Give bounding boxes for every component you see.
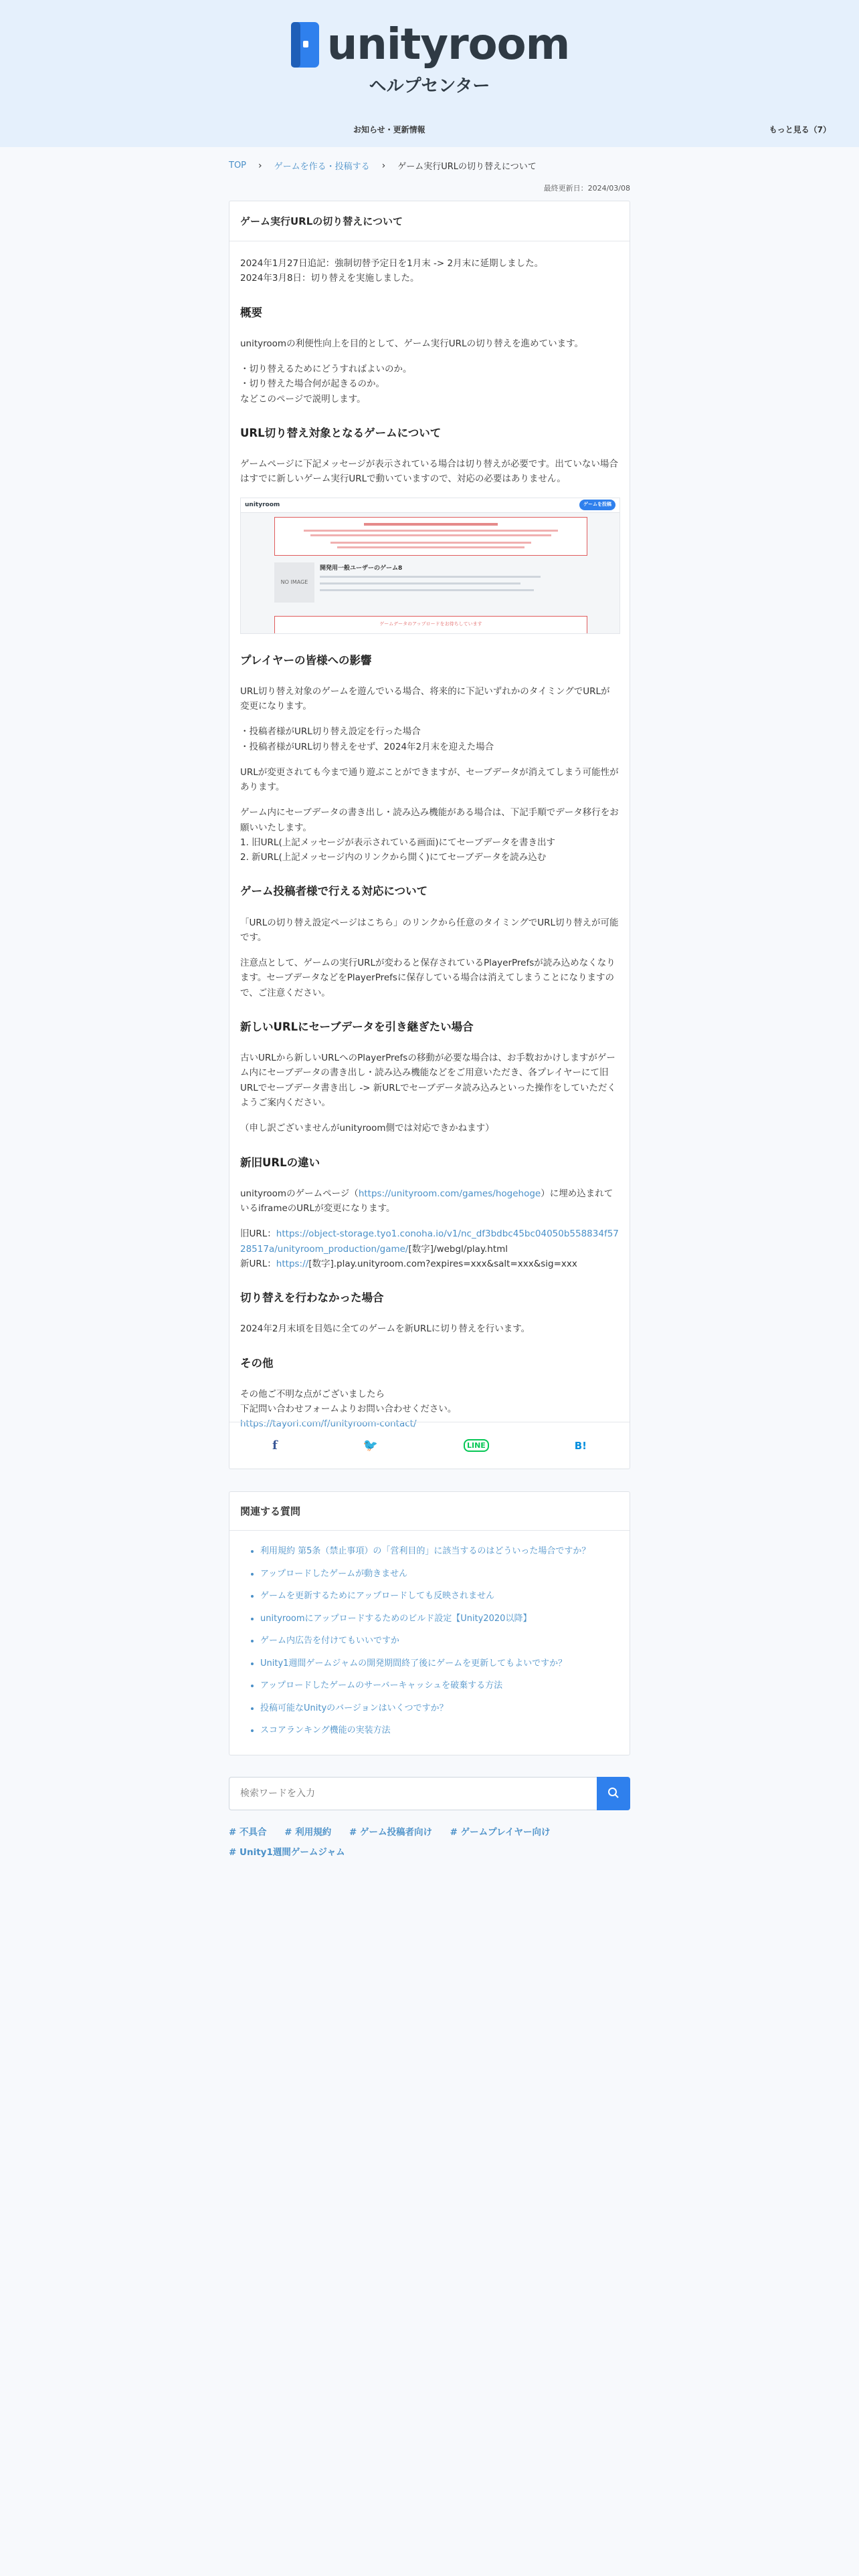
- paragraph: ゲームページに下記メッセージが表示されている場合は切り替えが必要です。出ていない場合はすでに新しいゲーム実行URLで動いていますので、対応の必要はありません。: [240, 459, 618, 485]
- text-line: 2. 新URL(上記メッセージ内のリンクから開く)にてセーブデータを読み込む: [240, 852, 547, 863]
- hatena-share-icon[interactable]: B!: [574, 1439, 587, 1452]
- shot-footer-message: ゲームデータのアップロードをお待ちしています: [274, 616, 587, 634]
- new-url-link[interactable]: https://: [276, 1258, 309, 1269]
- paragraph: [240, 362, 619, 407]
- section-heading: URL切り替え対象となるゲームについて: [240, 426, 442, 439]
- breadcrumb-category[interactable]: ゲームを作る・投稿する: [274, 162, 370, 172]
- tag-link[interactable]: # ゲーム投稿者向け: [349, 1827, 432, 1838]
- new-url-label: 新URL：: [240, 1258, 276, 1269]
- old-url-rest: [数字]/webgl/play.html: [408, 1243, 508, 1255]
- related-questions: [229, 1491, 630, 1755]
- logo-text: unityroom: [326, 20, 570, 70]
- game-page-link[interactable]: https://unityroom.com/games/hogehoge: [358, 1188, 541, 1199]
- facebook-share-icon[interactable]: f: [272, 1438, 278, 1453]
- related-list: [229, 1531, 630, 1742]
- search-icon: [607, 1787, 619, 1799]
- related-title: 関連する質問: [229, 1492, 630, 1531]
- text-line: ・切り替えるためにどうすればよいのか。: [240, 364, 412, 375]
- new-url-rest: [数字].play.unityroom.com?expires=xxx&salt=xxx&sig=xxx: [308, 1258, 577, 1269]
- search-input[interactable]: [229, 1777, 597, 1810]
- related-item[interactable]: • ゲーム内広告を付けてもいいですか: [260, 1630, 619, 1652]
- shot-warning-box: [274, 517, 587, 556]
- related-item[interactable]: • アップロードしたゲームが動きません: [260, 1563, 619, 1586]
- related-item[interactable]: • 投稿可能なUnityのバージョンはいくつですか？: [260, 1697, 619, 1720]
- text-line: その他ご不明な点がございましたら: [240, 1388, 385, 1400]
- text-span: ）に埋め込まれているiframeのURLが変更になります。: [240, 1188, 613, 1214]
- paragraph: 「URLの切り替え設定ページはこちら」のリンクから任意のタイミングでURL切り替えが可能です。: [240, 917, 619, 943]
- nav-more-link[interactable]: もっと見る（7）: [769, 125, 831, 134]
- related-item[interactable]: • unityroomにアップロードするためのビルド設定【Unity2020以降】: [260, 1608, 619, 1630]
- text-line: ・投稿者様がURL切り替えをせず、2024年2月末を迎えた場合: [240, 741, 494, 752]
- paragraph: [240, 1186, 619, 1216]
- paragraph: 古いURLから新しいURLへのPlayerPrefsの移動が必要な場合は、お手数おかけしますがゲーム内にセーブデータの書き出し・読み込み機能などをご用意いただき、各プレイヤーにて旧URLでセーブデータ書き出し -> 新URLでセーブデータ読み込みといった操作をしていただくようご案内ください。: [240, 1053, 616, 1108]
- nav-news-link[interactable]: お知らせ・更新情報: [353, 125, 425, 134]
- paragraph: unityroomの利便性向上を目的として、ゲーム実行URLの切り替えを進めています。: [240, 338, 584, 349]
- text-line: などこのページで説明します。: [240, 393, 366, 405]
- breadcrumb: [229, 159, 537, 172]
- tag-link[interactable]: # Unity1週間ゲームジャム: [229, 1847, 345, 1858]
- related-item[interactable]: • スコアランキング機能の実装方法: [260, 1719, 619, 1742]
- paragraph: （申し訳ございませんがunityroom側では対応できかねます）: [240, 1123, 494, 1134]
- text-line: 1. 旧URL(上記メッセージが表示されている画面)にてセーブデータを書き出す: [240, 837, 555, 848]
- help-center-title: ヘルプセンター: [369, 76, 490, 96]
- article-card: [229, 201, 630, 1469]
- tag-list: [229, 1822, 630, 1862]
- paragraph: 注意点として、ゲームの実行URLが変わると保存されているPlayerPrefsが読み込めなくなります。セーブデータなどをPlayerPrefsに保存している場合は消えてしまうことになりますので、ご注意ください。: [240, 958, 615, 998]
- breadcrumb-current: ゲーム実行URLの切り替えについて: [397, 162, 537, 172]
- contact-form-link[interactable]: https://tayori.com/f/unityroom-contact/: [240, 1418, 417, 1430]
- shot-no-image: NO IMAGE: [274, 562, 314, 603]
- chevron-right-icon: ›: [258, 160, 262, 171]
- article-body: [229, 241, 630, 1432]
- tag-link[interactable]: # 利用規約: [284, 1827, 332, 1838]
- section-heading: 新旧URLの違い: [240, 1156, 320, 1169]
- text-line: 下記問い合わせフォームよりお問い合わせください。: [240, 1404, 457, 1415]
- paragraph: URL切り替え対象のゲームを遊んでいる場合、将来的に下記いずれかのタイミングでURLが変更になります。: [240, 685, 610, 712]
- paragraph: [240, 1226, 619, 1271]
- shot-post-button: ゲームを投稿: [579, 500, 615, 510]
- paragraph: 2024年2月末頃を目処に全てのゲームを新URLに切り替えを行います。: [240, 1323, 531, 1335]
- section-heading: ゲーム投稿者様で行える対応について: [240, 885, 428, 898]
- related-item[interactable]: • アップロードしたゲームのサーバーキャッシュを破棄する方法: [260, 1675, 619, 1697]
- related-item[interactable]: • ゲームを更新するためにアップロードしても反映されません: [260, 1585, 619, 1608]
- shot-logo: unityroom: [245, 501, 280, 508]
- twitter-share-icon[interactable]: 🐦: [363, 1438, 379, 1453]
- section-heading: プレイヤーの皆様への影響: [240, 653, 372, 667]
- intro-line: 2024年1月27日追記：強制切替予定日を1月末 -> 2月末に延期しました。: [240, 258, 544, 269]
- paragraph: URLが変更されても今まで通り遊ぶことができますが、セーブデータが消えてしまう可能性があります。: [240, 766, 619, 793]
- intro: [240, 256, 619, 286]
- related-item[interactable]: • Unity1週間ゲームジャムの開発期間終了後にゲームを更新してもよいですか？: [260, 1652, 619, 1675]
- search-bar: [229, 1777, 630, 1810]
- site-logo[interactable]: [0, 20, 859, 70]
- old-url-label: 旧URL：: [240, 1228, 276, 1240]
- section-heading: 概要: [240, 306, 262, 319]
- text-line: ・切り替えた場合何が起きるのか。: [240, 379, 385, 390]
- section-heading: 新しいURLにセーブデータを引き継ぎたい場合: [240, 1020, 474, 1033]
- section-heading: その他: [240, 1356, 274, 1370]
- breadcrumb-top[interactable]: TOP: [229, 160, 247, 171]
- chevron-right-icon: ›: [381, 160, 386, 171]
- paragraph: [240, 724, 619, 754]
- text-span: unityroomのゲームページ（: [240, 1188, 359, 1199]
- tag-link[interactable]: # 不具合: [229, 1827, 267, 1838]
- screenshot-image: [240, 498, 620, 634]
- site-header: [0, 0, 859, 147]
- search-button[interactable]: [597, 1777, 630, 1810]
- shot-game-title: 開発用一般ユーザーのゲーム8: [320, 564, 403, 572]
- unityroom-logo-icon: [290, 21, 320, 69]
- tag-link[interactable]: # ゲームプレイヤー向け: [450, 1827, 551, 1838]
- related-item[interactable]: • 利用規約 第5条（禁止事項）の「営利目的」に該当するのはどういった場合ですか？: [260, 1540, 619, 1563]
- line-share-icon[interactable]: LINE: [464, 1439, 489, 1452]
- text-line: ゲーム内にセーブデータの書き出し・読み込み機能がある場合は、下記手順でデータ移行をお願いいたします。: [240, 807, 619, 833]
- last-updated: 最終更新日：2024/03/08: [543, 184, 630, 193]
- paragraph: [240, 805, 619, 865]
- intro-line: 2024年3月8日：切り替えを実施しました。: [240, 273, 419, 284]
- article-title: ゲーム実行URLの切り替えについて: [229, 201, 630, 241]
- share-bar: [229, 1422, 630, 1469]
- text-line: ・投稿者様がURL切り替え設定を行った場合: [240, 726, 421, 738]
- section-heading: 切り替えを行わなかった場合: [240, 1291, 384, 1305]
- old-url-link[interactable]: https://object-storage.tyo1.conoha.io/v1/nc_df3bdbc45bc04050b558834f5728517a/unityroom_production/game/: [240, 1228, 619, 1255]
